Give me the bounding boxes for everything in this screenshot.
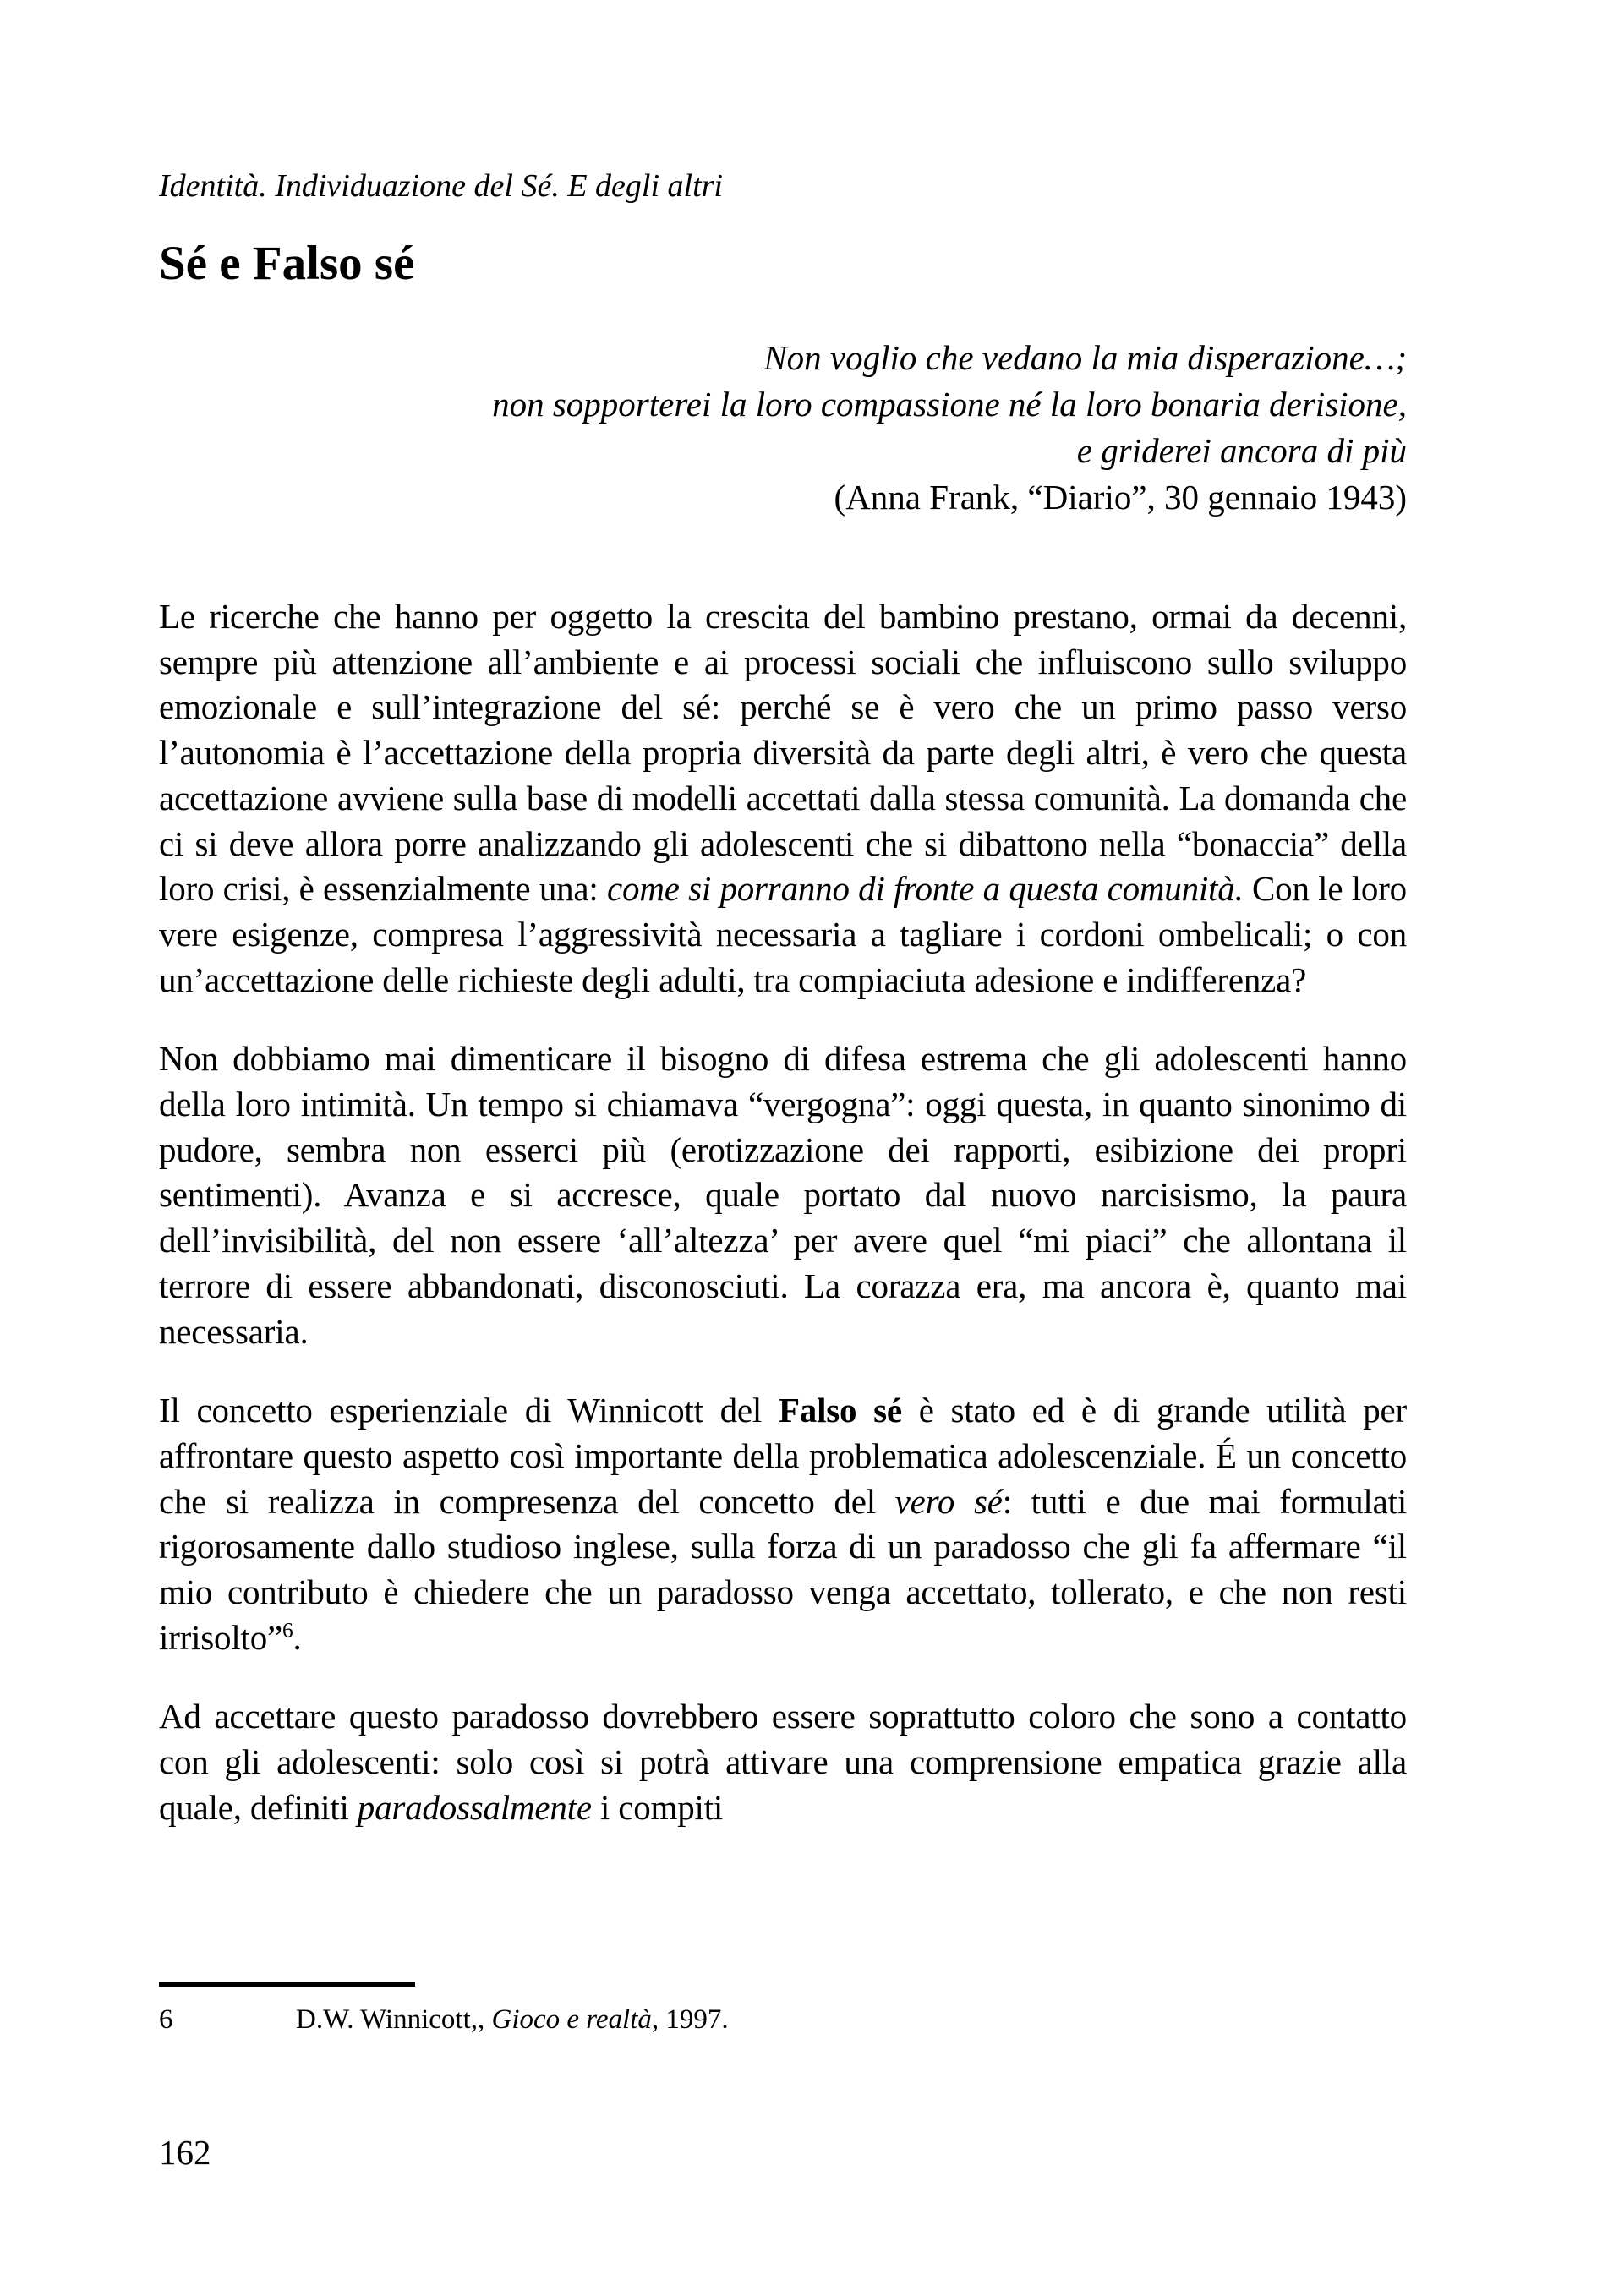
paragraph-bold-text: Falso sé [778,1391,902,1430]
paragraph-text: Le ricerche che hanno per oggetto la crescita del bambino prestano, ormai da decenni, sempre più attenzione all’ambiente e ai processi sociali che influiscono sullo sviluppo emozionale e sull’integrazione del sé: perché se è vero che un primo passo verso l’autonomia è l’accettazione della propria diversità da parte degli altri, è vero che questa accettazione avviene sulla base di modelli accettati dalla stessa comunità. La domanda che ci si deve allora porre analizzando gli adolescenti che si dibattono nella “bonaccia” della loro crisi, è essenzialmente una: [159,597,1407,909]
footnote [159,1982,1407,2038]
running-head: Identità. Individuazione del Sé. E degli altri [159,168,723,204]
paragraph-text: è stato ed è di grande utilità per affrontare questo aspetto così importante della problematica adolescenziale. É un concetto che si realizza in compresenza del concetto del [159,1391,1407,1521]
epigraph-line: Non voglio che vedano la mia disperazione…; [763,338,1407,377]
paragraph-text: Non dobbiamo mai dimenticare il bisogno di difesa estrema che gli adolescenti hanno della loro intimità. Un tempo si chiamava “vergogna”: oggi questa, in quanto sinonimo di pudore, sembra non esserci più (erotizzazione dei rapporti, esibizione dei propri sentimenti). Avanza e si accresce, quale portato dal nuovo narcisismo, la paura dell’invisibilità, del non essere ‘all’altezza’ per avere quel “mi piaci” che allontana il terrore di essere abbandonati, disconosciuti. La corazza era, ma ancora è, quanto mai necessaria. [159,1039,1407,1351]
footnote-row [159,2002,1407,2038]
epigraph [159,335,1407,521]
footnote-text-roman: , 1997. [651,2004,729,2035]
footnote-text-roman: D.W. Winnicott,, [296,2004,492,2035]
paragraph-text: i compiti [591,1787,724,1827]
paragraph-3 [159,1388,1407,1660]
footnote-divider [159,1982,415,1987]
paragraph-text: : tutti e due mai formulati rigorosamente dallo studioso inglese, sulla forza di un paradosso che gli fa affermare “il mio contributo è chiedere che un paradosso venga accettato, tollerato, e che non resti irrisolto” [159,1481,1408,1657]
paragraph-italic-text: vero sé [894,1481,1003,1521]
footnote-text [296,2002,1407,2038]
paragraph-text: Con le loro vere esigenze, compresa l’aggressività necessaria a tagliare i cordoni ombelicali; o con un’accettazione delle richieste degli adulti, tra compiaciuta adesione e indifferenza? [159,869,1407,999]
paragraph-1 [159,594,1407,1003]
paragraph-4 [159,1694,1407,1830]
footnote-text-italic: Gioco e realtà [491,2004,652,2035]
epigraph-attribution: (Anna Frank, “Diario”, 30 gennaio 1943) [834,478,1407,517]
paragraph-text: . [293,1617,302,1657]
page-title: Sé e Falso sé [159,237,415,290]
epigraph-line: e griderei ancora di più [1076,431,1407,470]
paragraph-italic-text: come si porranno di fronte a questa comunità. [607,869,1244,909]
footnote-number: 6 [159,2004,173,2035]
paragraph-2 [159,1036,1407,1354]
page-number: 162 [159,2133,211,2172]
paragraph-italic-text: paradossalmente [357,1787,592,1827]
footnote-reference: 6 [282,1618,293,1643]
paragraph-text: Ad accettare questo paradosso dovrebbero essere soprattutto coloro che sono a contatto con gli adolescenti: solo così si potrà attivare una comprensione empatica grazie alla quale, definiti [159,1697,1407,1827]
paragraph-text: Il concetto esperienziale di Winnicott del [159,1391,779,1430]
body-text [159,594,1407,1865]
epigraph-line: non sopporterei la loro compassione né la loro bonaria derisione, [492,385,1407,424]
